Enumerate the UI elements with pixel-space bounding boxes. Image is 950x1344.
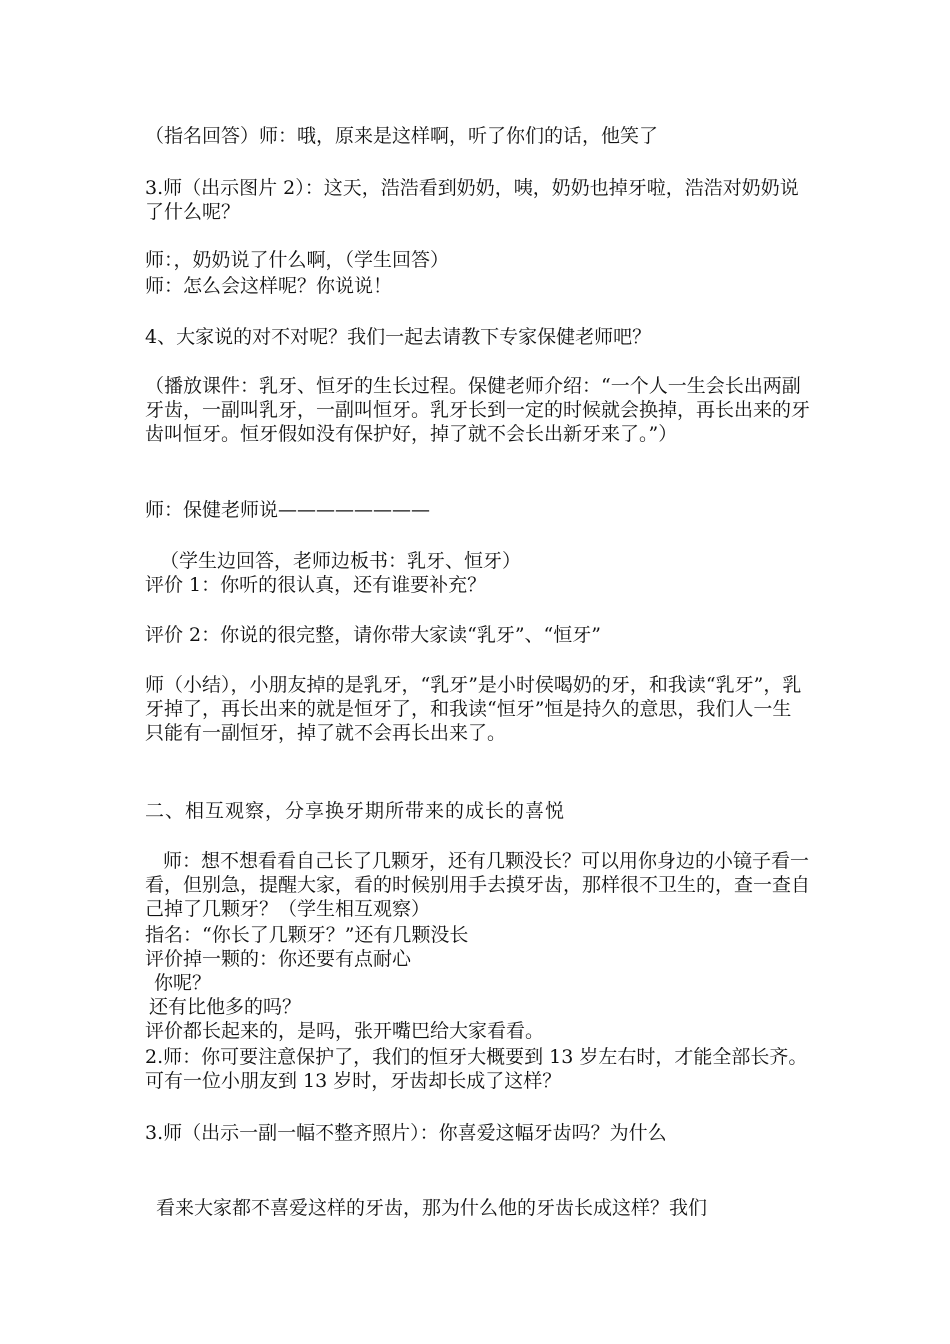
paragraph-line-14: 指名：“你长了几颗牙？”还有几颗没长 — [145, 924, 469, 946]
paragraph-line-20: 3.师（出示一副一幅不整齐照片）：你喜爱这幅牙齿吗？为什么 — [145, 1122, 667, 1144]
paragraph-line-11: 师（小结），小朋友掉的是乳牙，“乳牙”是小时侯喝奶的牙，和我读“乳牙”，乳牙掉了，再长出来的就是恒牙了，和我读“恒牙”恒是持久的意思，我们人一生只能有一副恒牙，掉了就不会再长出来了。 — [145, 674, 802, 744]
paragraph-line-15: 评价掉一颗的：你还要有点耐心 — [145, 948, 412, 970]
paragraph-line-16: 你呢？ — [154, 972, 212, 994]
paragraph-line-18: 评价都长起来的，是吗，张开嘴巴给大家看看。 — [145, 1020, 545, 1042]
paragraph-line-6: （播放课件：乳牙、恒牙的生长过程。保健老师介绍：“一个人一生会长出两副牙齿，一副叫乳牙，一副叫恒牙。乳牙长到一定的时候就会换掉，再长出来的牙齿叫恒牙。恒牙假如没有保护好，掉了就不会长出新牙来了。”） — [145, 375, 811, 445]
paragraph-line-1: （指名回答）师：哦，原来是这样啊，听了你们的话，他笑了 — [145, 125, 659, 147]
section-heading: 二、相互观察，分享换牙期所带来的成长的喜悦 — [145, 800, 566, 822]
paragraph-line-21: 看来大家都不喜爱这样的牙齿，那为什么他的牙齿长成这样？我们 — [156, 1197, 708, 1219]
paragraph-line-17: 还有比他多的吗？ — [149, 996, 302, 1018]
paragraph-line-13: 师：想不想看看自己长了几颗牙，还有几颗没长？可以用你身边的小镜子看一看，但别急，提醒大家，看的时候别用手去摸牙齿，那样很不卫生的，查一查自己掉了几颗牙？（学生相互观察） — [145, 850, 811, 920]
paragraph-line-4: 师：怎么会这样呢？你说说！ — [145, 275, 393, 297]
paragraph-line-19: 2.师：你可要注意保护了，我们的恒牙大概要到 13 岁左右时，才能全部长齐。可有一位小朋友到 13 岁时，牙齿却长成了这样？ — [145, 1046, 808, 1092]
paragraph-line-10: 评价 2：你说的很完整，请你带大家读“乳牙”、“恒牙” — [145, 624, 601, 646]
paragraph-line-5: 4、大家说的对不对呢？我们一起去请教下专家保健老师吧？ — [145, 326, 652, 348]
paragraph-line-3: 师：，奶奶说了什么啊，（学生回答） — [145, 249, 450, 271]
paragraph-line-8: （学生边回答，老师边板书：乳牙、恒牙） — [160, 550, 522, 572]
paragraph-line-9: 评价 1：你听的很认真，还有谁要补充？ — [145, 574, 487, 596]
paragraph-line-7: 师：保健老师说———————— — [145, 499, 431, 521]
paragraph-line-2: 3.师（出示图片 2）：这天，浩浩看到奶奶，咦，奶奶也掉牙啦，浩浩对奶奶说了什么呢？ — [145, 177, 799, 223]
